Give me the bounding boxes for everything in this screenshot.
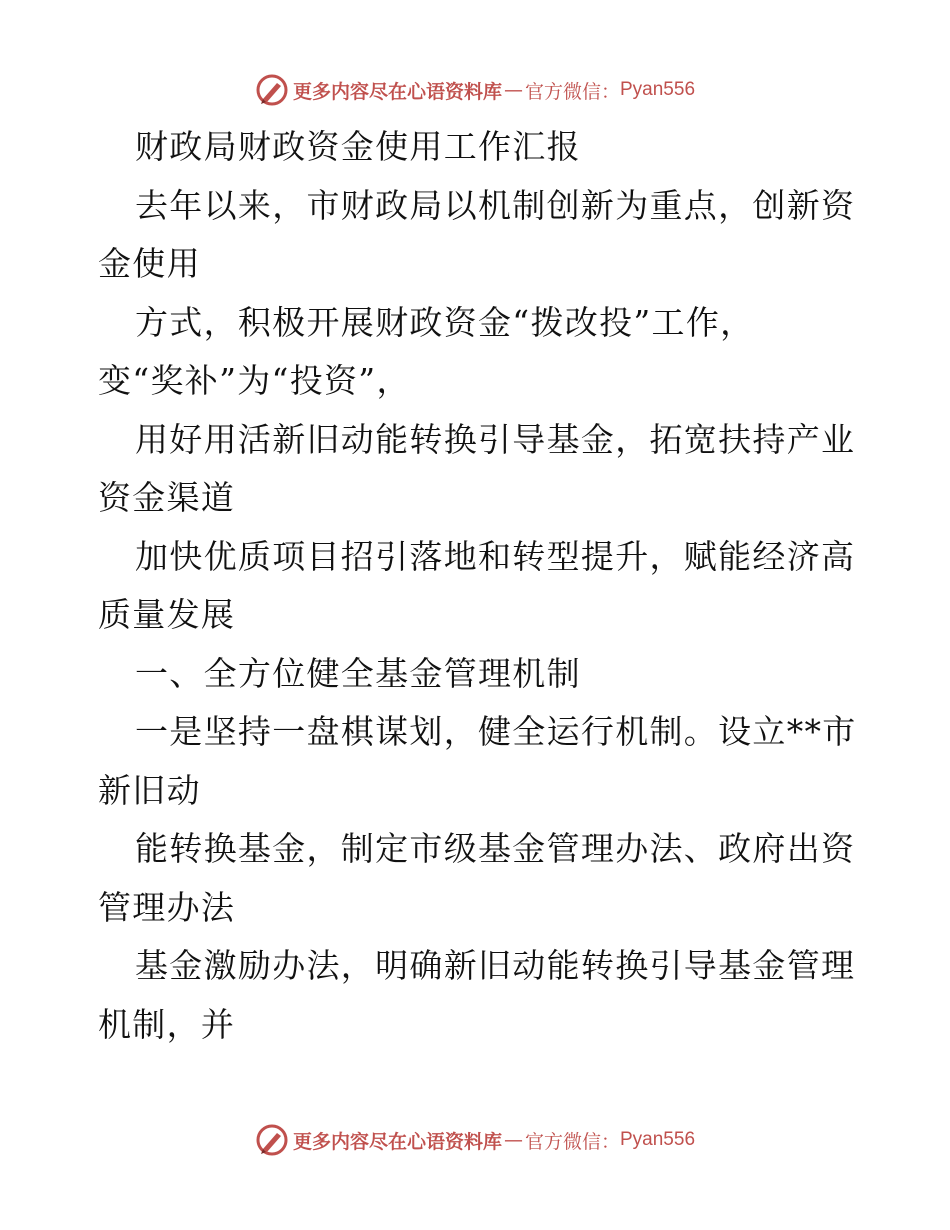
document-line: 加快优质项目招引落地和转型提升，赋能经济高 bbox=[135, 536, 856, 576]
document-line: 管理办法 bbox=[98, 887, 236, 927]
document-line: 基金激励办法，明确新旧动能转换引导基金管理 bbox=[135, 946, 856, 985]
document-line: 方式，积极开展财政资金“拨改投”工作， bbox=[135, 302, 755, 342]
watermark-wechat-label: 官方微信： bbox=[524, 1130, 620, 1153]
watermark-wechat-id: Pyan556 bbox=[620, 79, 696, 100]
document-line: 新旧动 bbox=[98, 770, 201, 810]
document-line: 财政局财政资金使用工作汇报 bbox=[135, 127, 581, 166]
document-line: 质量发展 bbox=[98, 595, 236, 634]
footer-watermark bbox=[0, 1120, 950, 1160]
watermark-separator: — bbox=[503, 1129, 523, 1151]
watermark-site-name: 更多内容尽在心语资料库 bbox=[292, 1130, 502, 1153]
watermark-wechat-id: Pyan556 bbox=[620, 1129, 696, 1150]
document-line: 机制，并 bbox=[98, 1004, 236, 1044]
document-line: 资金渠道 bbox=[98, 478, 236, 517]
watermark-site-name: 更多内容尽在心语资料库 bbox=[292, 80, 502, 103]
header-watermark bbox=[0, 70, 950, 110]
document-line: 能转换基金，制定市级基金管理办法、政府出资 bbox=[135, 829, 856, 868]
document-line: 用好用活新旧动能转换引导基金，拓宽扶持产业 bbox=[135, 419, 856, 459]
document-body bbox=[98, 118, 858, 1054]
pen-logo-icon bbox=[255, 73, 289, 107]
document-line: 金使用 bbox=[98, 244, 201, 283]
document-line: 变“奖补”为“投资”， bbox=[98, 361, 411, 400]
pen-logo-icon bbox=[255, 1123, 289, 1157]
document-line: 一是坚持一盘棋谋划，健全运行机制。设立**市 bbox=[135, 712, 857, 751]
watermark-wechat-label: 官方微信： bbox=[524, 80, 620, 103]
document-line: 一、全方位健全基金管理机制 bbox=[135, 653, 581, 693]
document-line: 去年以来，市财政局以机制创新为重点，创新资 bbox=[135, 185, 856, 225]
watermark-separator: — bbox=[503, 79, 523, 101]
